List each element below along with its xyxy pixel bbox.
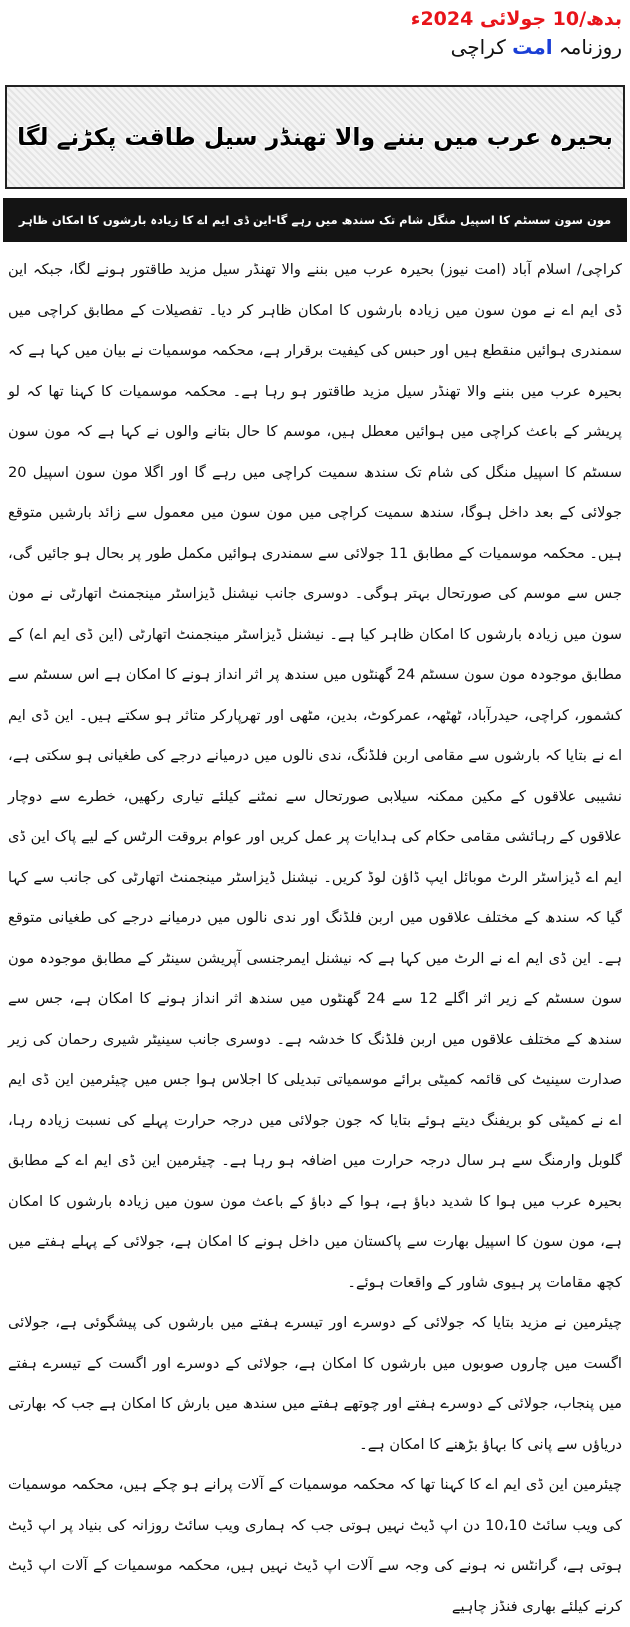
newspaper-name [411,32,622,62]
newspaper-city: کراچی [450,35,506,59]
article-body [8,250,622,1627]
article-paragraph: چیئرمین این ڈی ایم اے کا کہنا تھا کہ محکمہ موسمیات کے آلات پرانے ہو چکے ہیں، محکمہ موسمیات کی ویب سائٹ 10،10 دن اپ ڈیٹ نہیں ہوتی جب کہ ہماری ویب سائٹ روزانہ کی بنیاد پر اپ ڈیٹ ہوتی ہے، گرانٹس نہ ہونے کی وجہ سے آلات اپ ڈیٹ نہیں ہیں، محکمہ موسمیات کے آلات اپ ڈیٹ کرنے کیلئے بھاری فنڈز چاہیے [8,1476,622,1615]
headline-box [5,85,625,189]
newspaper-brand: امت [512,35,553,59]
publication-date: بدھ/10 جولائی 2024ء [410,8,622,30]
headline: بحیرہ عرب میں بننے والا تھنڈر سیل طاقت پکڑنے لگا [17,123,613,151]
newspaper-prefix: روزنامہ [558,35,622,59]
subheadline-bar [3,198,627,242]
article-paragraph: کراچی/ اسلام آباد (امت نیوز) بحیرہ عرب میں بننے والا تھنڈر سیل مزید طاقتور ہونے لگا، جبکہ این ڈی ایم اے نے مون سون میں زیادہ بارشوں کا امکان ظاہر کر دیا۔ تفصیلات کے مطابق کراچی میں سمندری ہوائیں منقطع ہیں اور حبس کی کیفیت برقرار ہے، محکمہ موسمیات نے بیان میں کہا ہے کہ بحیرہ عرب میں بننے والا تھنڈر سیل مزید طاقتور ہو رہا ہے۔ محکمہ موسمیات کا کہنا تھا کہ لو پریشر کے باعث کراچی میں ہوائیں معطل ہیں، موسم کا حال بتانے والوں نے کہا ہے کہ مون سون سسٹم کا اسپیل منگل کی شام تک سندھ سمیت کراچی میں رہے گا اور اگلا مون سون اسپیل 20 جولائی کے بعد داخل ہوگا، سندھ سمیت کراچی میں مون سون میں معمول سے زائد بارشیں متوقع ہیں۔ محکمہ موسمیات کے مطابق 11 جولائی سے سمندری ہوائیں مکمل طور پر بحال ہو جائیں گی، جس سے موسم کی صورتحال بہتر ہوگی۔ دوسری جانب نیشنل ڈیزاسٹر مینجمنٹ اتھارٹی نے مون سون میں زیادہ بارشوں کا امکان ظاہر کیا ہے۔ نیشنل ڈیزاسٹر مینجمنٹ اتھارٹی (این ڈی ایم اے) کے مطابق موجودہ مون سون سسٹم 24 گھنٹوں میں سندھ پر اثر انداز ہونے کا امکان ہے اس سسٹم سے کشمور، کراچی، حیدرآباد، ٹھٹھہ، عمرکوٹ، بدین، مٹھی اور تھرپارکر متاثر ہو سکتے ہیں۔ این ڈی ایم اے نے بتایا کہ بارشوں سے مقامی اربن فلڈنگ، ندی نالوں میں درمیانے درجے کی طغیانی ہو سکتی ہے، نشیبی علاقوں کے مکین ممکنہ سیلابی صورتحال سے نمٹنے کیلئے تیاری رکھیں، خطرے سے دوچار علاقوں کے رہائشی مقامی حکام کی ہدایات پر عمل کریں اور عوام بروقت الرٹس کے لیے پاک این ڈی ایم اے ڈیزاسٹر الرٹ موبائل ایپ ڈاؤن لوڈ کریں۔ نیشنل ڈیزاسٹر مینجمنٹ اتھارٹی کی جانب سے کہا گیا کہ سندھ کے مختلف علاقوں میں اربن فلڈنگ اور ندی نالوں میں درمیانے درجے کی طغیانی متوقع ہے۔ این ڈی ایم اے نے الرٹ میں کہا ہے کہ نیشنل ایمرجنسی آپریشن سینٹر کے مطابق موجودہ مون سون سسٹم کے زیر اثر اگلے 12 سے 24 گھنٹوں میں سندھ اثر انداز ہونے کا امکان ہے، جس سے سندھ کے مختلف علاقوں میں اربن فلڈنگ کا خدشہ ہے۔ دوسری جانب سینیٹر شیری رحمان کی زیر صدارت سینیٹ کی قائمہ کمیٹی برائے موسمیاتی تبدیلی کا اجلاس ہوا جس میں چیئرمین این ڈی ایم اے نے کمیٹی کو بریفنگ دیتے ہوئے بتایا کہ جون جولائی میں درجہ حرارت پہلے کی نسبت زیادہ رہا، گلوبل وارمنگ سے ہر سال درجہ حرارت میں اضافہ ہو رہا ہے۔ چیئرمین این ڈی ایم اے کے مطابق بحیرہ عرب میں ہوا کا شدید دباؤ ہے، ہوا کے دباؤ کے باعث مون سون میں زیادہ بارشوں کا امکان ہے، مون سون کا اسپیل بھارت سے پاکستان میں داخل ہونے کا امکان ہے، جولائی کے پہلے ہفتے میں کچھ مقامات پر ہیوی شاور کے واقعات ہوئے۔ [8,261,622,1291]
article-paragraph: چیئرمین نے مزید بتایا کہ جولائی کے دوسرے اور تیسرے ہفتے میں بارشوں کی پیشگوئی ہے، جولائی اگست میں چاروں صوبوں میں بارشوں کا امکان ہے، جولائی کے دوسرے اور اگست کے تیسرے ہفتے میں پنجاب، جولائی کے دوسرے ہفتے اور چوتھے ہفتے میں سندھ میں بارش کا امکان ہے جب کہ بھارتی دریاؤں سے پانی کا بہاؤ بڑھنے کا امکان ہے۔ [8,1314,622,1453]
subheadline: مون سون سسٹم کا اسپیل منگل شام تک سندھ میں رہے گا-این ڈی ایم اے کا زیادہ بارشوں کا امکان ظاہر [18,213,612,227]
masthead [411,6,622,62]
